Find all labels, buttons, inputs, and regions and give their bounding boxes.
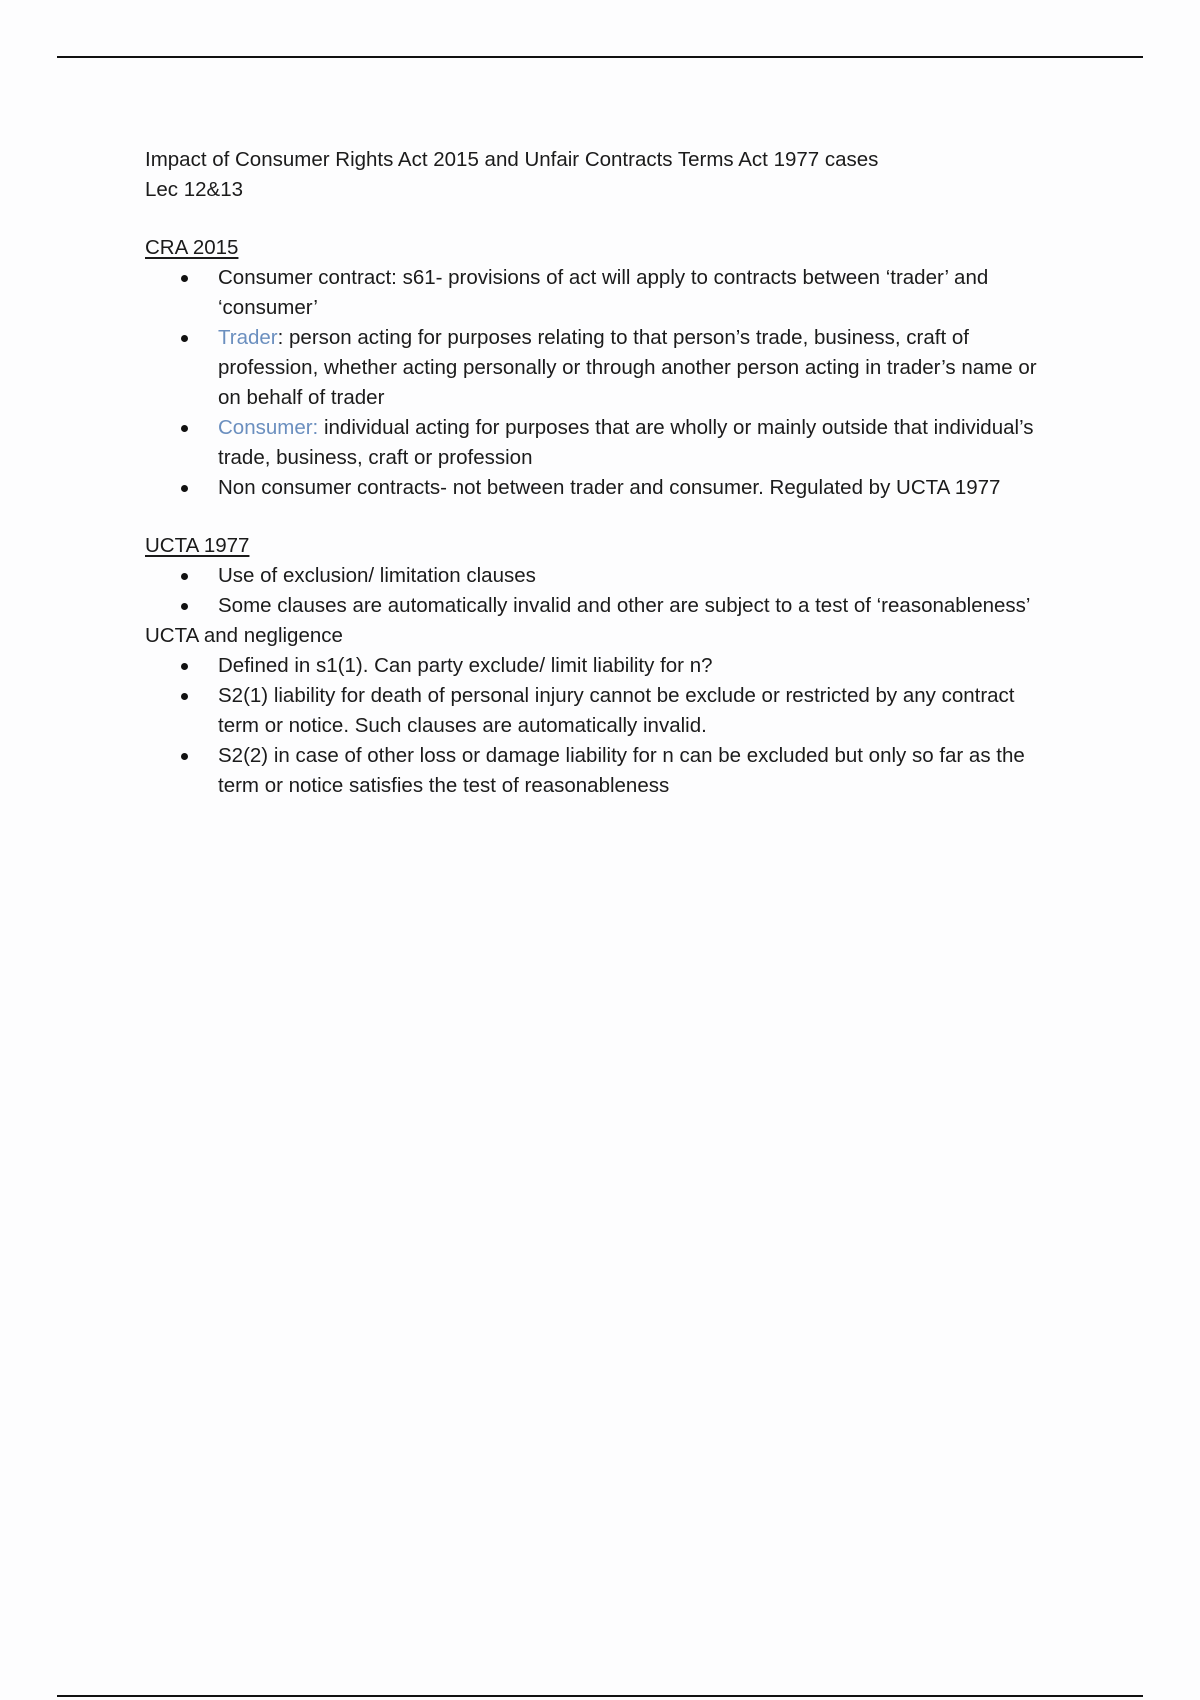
list-item bbox=[145, 323, 1055, 413]
bullet-text: S2(2) in case of other loss or damage liability for n can be excluded but only so far as the term or notice satisfies the test of reasonableness bbox=[218, 744, 1025, 797]
footer-rule bbox=[57, 1695, 1143, 1697]
list-item bbox=[145, 473, 1055, 503]
spacer bbox=[145, 503, 1055, 531]
bullet-text: Use of exclusion/ limitation clauses bbox=[218, 564, 536, 587]
bullet-icon bbox=[181, 275, 188, 282]
bullet-text: : person acting for purposes relating to that person’s trade, business, craft of profession, whether acting personally or through another person acting in trader’s name or on behalf of trader bbox=[218, 326, 1037, 409]
negligence-bullet-list bbox=[145, 651, 1055, 801]
bullet-text: Consumer contract: s61- provisions of act will apply to contracts between ‘trader’ and ‘consumer’ bbox=[218, 266, 989, 319]
bullet-icon bbox=[181, 485, 188, 492]
bullet-icon bbox=[181, 425, 188, 432]
bullet-text: individual acting for purposes that are wholly or mainly outside that individual’s trade, business, craft or profession bbox=[218, 416, 1034, 469]
document-body bbox=[145, 145, 1055, 801]
list-item bbox=[145, 741, 1055, 801]
bullet-icon bbox=[181, 753, 188, 760]
section-heading-cra: CRA 2015 bbox=[145, 236, 239, 259]
list-item bbox=[145, 591, 1055, 621]
header-rule bbox=[57, 56, 1143, 58]
ucta-bullet-list bbox=[145, 561, 1055, 621]
list-item bbox=[145, 263, 1055, 323]
bullet-icon bbox=[181, 663, 188, 670]
bullet-text: Non consumer contracts- not between trader and consumer. Regulated by UCTA 1977 bbox=[218, 476, 1001, 499]
defined-term-consumer: Consumer: bbox=[218, 416, 319, 439]
list-item bbox=[145, 681, 1055, 741]
defined-term-trader: Trader bbox=[218, 326, 278, 349]
document-title: Impact of Consumer Rights Act 2015 and Unfair Contracts Terms Act 1977 cases bbox=[145, 148, 879, 171]
bullet-icon bbox=[181, 335, 188, 342]
bullet-text: S2(1) liability for death of personal injury cannot be exclude or restricted by any contract term or notice. Such clauses are automatically invalid. bbox=[218, 684, 1015, 737]
section-heading-negligence: UCTA and negligence bbox=[145, 624, 343, 647]
list-item bbox=[145, 413, 1055, 473]
bullet-icon bbox=[181, 693, 188, 700]
cra-bullet-list bbox=[145, 263, 1055, 503]
bullet-icon bbox=[181, 603, 188, 610]
section-heading-ucta: UCTA 1977 bbox=[145, 534, 250, 557]
bullet-text: Some clauses are automatically invalid and other are subject to a test of ‘reasonableness’ bbox=[218, 594, 1031, 617]
lecture-label: Lec 12&13 bbox=[145, 178, 244, 201]
spacer bbox=[145, 205, 1055, 233]
list-item bbox=[145, 651, 1055, 681]
list-item bbox=[145, 561, 1055, 591]
bullet-text: Defined in s1(1). Can party exclude/ limit liability for n? bbox=[218, 654, 713, 677]
bullet-icon bbox=[181, 573, 188, 580]
